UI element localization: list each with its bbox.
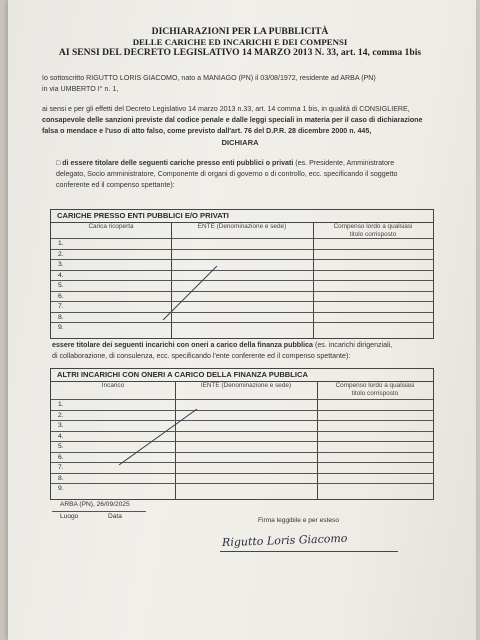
strike-through-line [51, 210, 433, 338]
col-compenso-line-2: titolo corrisposto [351, 390, 399, 397]
legal-line-2: consapevole delle sanzioni previste dal codice penale e dalle leggi speciali in materia per il caso di dichiarazione [42, 116, 423, 124]
title-line-3: AI SENSI DEL DECRETO LEGISLATIVO 14 MARZO 2013 N. 33, art. 14, comma 1bis [58, 47, 422, 58]
col-carica: Carica ricoperta [88, 223, 134, 230]
row-number: 5. [58, 282, 64, 289]
col-incarico: Incarico [101, 382, 125, 389]
row-number: 5. [58, 443, 64, 450]
row-number: 7. [58, 303, 64, 310]
col-ente: ENTE (Denominazione e sede) [197, 223, 287, 230]
option-1-line-2: delegato, Socio amministratore, Componente di organi di governo o di controllo, ecc. specificando il soggetto [56, 170, 398, 178]
checkbox-option-1[interactable]: □ [56, 159, 61, 167]
firma-label: Firma leggibile e per esteso [258, 517, 339, 524]
option-2-rest: (es. incarichi dirigenziali, [314, 341, 393, 349]
legal-line-1: ai sensi e per gli effetti del Decreto Legislativo 14 marzo 2013 n.33, art. 14 comma 1 bis, in qualità di CONSIGLIERE, [42, 105, 410, 113]
strike-through-line [51, 369, 433, 499]
option-2-line-2: di collaborazione, di consulenza, ecc. specificando l'ente conferente ed il compenso spettante): [52, 352, 351, 360]
row-number: 7. [58, 464, 64, 471]
row-number: 3. [58, 261, 64, 268]
legal-line-3: falsa o mendace e l'uso di atto falso, come previsto dall'art. 76 del D.P.R. 28 dicembre 2000 n. 445, [42, 127, 372, 135]
option-2-line-1 [52, 340, 392, 351]
signature-line [220, 551, 398, 552]
signature: Rigutto Loris Giacomo [221, 531, 348, 550]
data-label: Data [108, 513, 122, 520]
col-ente: IENTE (Denominazione e sede) [200, 382, 292, 389]
row-number: 2. [58, 411, 64, 419]
title-line-2: DELLE CARICHE ED INCARICHI E DEI COMPENSI [132, 37, 348, 47]
row-number: 8. [58, 313, 64, 321]
col-compenso-line-1: Compenso lordo a qualsiasi [335, 382, 415, 389]
row-number: 9. [58, 324, 64, 331]
declarant-line-1: Io sottoscritto RIGUTTO LORIS GIACOMO, nato a MANIAGO (PN) il 03/08/1972, residente ad ARBA (PN) [42, 74, 376, 82]
row-number: 1. [58, 240, 64, 247]
place-date: ARBA (PN), 26/09/2025 [60, 501, 130, 508]
col-compenso-line-2: titolo corrisposto [349, 231, 397, 238]
table-incarichi-caption: ALTRI INCARICHI CON ONERI A CARICO DELLA FINANZA PUBBLICA [51, 369, 433, 382]
row-number: 3. [58, 422, 64, 429]
row-number: 4. [58, 432, 64, 440]
table-cariche [50, 209, 434, 339]
row-number: 6. [58, 292, 64, 300]
row-number: 4. [58, 271, 64, 279]
col-compenso-line-1: Compenso lordo a qualsiasi [333, 223, 413, 230]
declarant-line-2: in via UMBERTO I° n. 1, [42, 85, 119, 93]
row-number: 9. [58, 485, 64, 492]
option-1-line-1 [56, 158, 394, 169]
option-2-bold: essere titolare dei seguenti incarichi con oneri a carico della finanza pubblica [52, 341, 313, 349]
option-1-line-3: conferente ed il compenso spettante): [56, 181, 175, 189]
table-cariche-caption: CARICHE PRESSO ENTI PUBBLICI E/O PRIVATI [51, 210, 433, 223]
option-1-rest: (es. Presidente, Amministratore [295, 159, 395, 167]
table-incarichi [50, 368, 434, 500]
dichiara-heading: DICHIARA [221, 138, 259, 147]
row-number: 2. [58, 250, 64, 258]
title-line-1: DICHIARAZIONI PER LA PUBBLICITÀ [151, 26, 329, 37]
option-1-bold: di essere titolare delle seguenti cariche presso enti pubblici o privati [62, 159, 294, 167]
place-date-underline [52, 511, 146, 512]
row-number: 6. [58, 453, 64, 461]
luogo-label: Luogo [60, 513, 79, 520]
row-number: 1. [58, 401, 64, 408]
row-number: 8. [58, 474, 64, 482]
